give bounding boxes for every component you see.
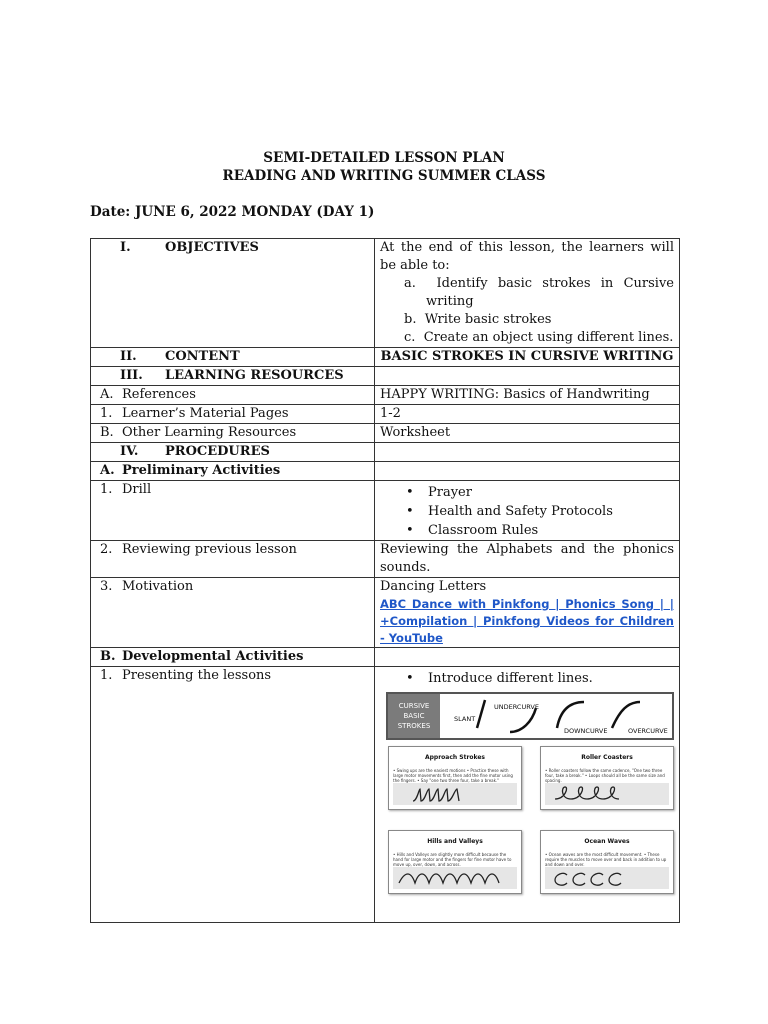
content-value: BASIC STROKES IN CURSIVE WRITING [375, 348, 680, 367]
objective-item: a. Identify basic strokes in Cursive writing [404, 276, 675, 309]
row-label: Developmental Activities [122, 649, 304, 664]
section-heading: LEARNING RESOURCES [165, 368, 344, 383]
drill-list [380, 481, 674, 540]
developmental-row: B. Developmental Activities [91, 648, 680, 667]
procedures-row: IV. PROCEDURES [91, 443, 680, 462]
ocean-waves-sample-icon [545, 867, 669, 889]
row-label: Other Learning Resources [122, 425, 297, 440]
strokes-banner [386, 692, 674, 740]
list-item: • Introduce different lines. [380, 669, 674, 688]
banner-title: CURSIVE BASIC STROKES [388, 694, 440, 738]
row-label: Learner’s Material Pages [122, 406, 289, 421]
section-heading: PROCEDURES [165, 444, 270, 459]
undercurve-stroke-icon [508, 706, 538, 734]
approach-strokes-sample-icon [393, 783, 517, 805]
stroke-card: Ocean Waves • Ocean waves are the most difficult movement. • These require the muscles to move over and back in addition to up and down and over. [540, 830, 674, 894]
references-value: HAPPY WRITING: Basics of Handwriting [375, 386, 680, 405]
hills-valleys-sample-icon [393, 867, 517, 889]
content-row: II. CONTENT BASIC STROKES IN CURSIVE WRITING [91, 348, 680, 367]
objective-item: c. Create an object using different lines. [404, 330, 674, 345]
row-label: Reviewing previous lesson [122, 542, 297, 557]
objective-item: b. Write basic strokes [404, 312, 552, 327]
section-heading: CONTENT [165, 349, 240, 364]
section-heading: OBJECTIVES [165, 240, 259, 255]
stroke-label: OVERCURVE [628, 727, 668, 735]
references-row: A. References HAPPY WRITING: Basics of Handwriting [91, 386, 680, 405]
presenting-list [380, 667, 674, 688]
row-label: Drill [122, 482, 152, 497]
drill-row: 1. Drill • Prayer • Health and Safety Protocols • Classroom Rules [91, 481, 680, 541]
stroke-card: Roller Coasters • Roller coasters follow the same cadence, "One two three four, take a break." • Loops should all be the same size and spacing. [540, 746, 674, 810]
roller-coasters-sample-icon [545, 783, 669, 805]
motivation-value: Dancing Letters [380, 579, 487, 594]
stroke-card: Approach Strokes • Swing ups are the easiest motions • Practice these with large motor movements first, then add the fine motor using the fingers. • Say "one two three four, take a break." [388, 746, 522, 810]
resources-row: III. LEARNING RESOURCES [91, 367, 680, 386]
section-number: I. [120, 240, 131, 255]
stroke-card: Hills and Valleys • Hills and Valleys are slightly more difficult because the hand for large motor and the fingers for fine motor have to move up, over, down, and across. [388, 830, 522, 894]
page-title: SEMI-DETAILED LESSON PLAN [263, 150, 505, 166]
youtube-link[interactable]: ABC Dance with Pinkfong | Phonics Song | | +Compilation | Pinkfong Videos for Children - YouTube [380, 597, 674, 645]
stroke-label: DOWNCURVE [564, 727, 608, 735]
review-row: 2. Reviewing previous lesson Reviewing the Alphabets and the phonics sounds. [91, 541, 680, 578]
list-item: • Health and Safety Protocols [380, 502, 674, 521]
objectives-intro: At the end of this lesson, the learners will be able to: [380, 240, 674, 273]
stroke-label: UNDERCURVE [494, 703, 539, 711]
objectives-row [91, 239, 680, 348]
other-resources-value: Worksheet [375, 424, 680, 443]
row-label: Motivation [122, 579, 194, 594]
motivation-row: 3. Motivation Dancing Letters ABC Dance with Pinkfong | Phonics Song | | +Compilation | Pinkfong Videos for Children - YouTube [91, 578, 680, 648]
other-resources-row: B. Other Learning Resources Worksheet [91, 424, 680, 443]
preliminary-row: A. Preliminary Activities [91, 462, 680, 481]
presenting-row: 1. Presenting the lessons • Introduce different lines. CURSIVE BASIC STROKES SLANT UNDERCURVE DOWNCURVE OVERCURVE Approach Strokes • Swing ups are the easiest motions • Practice these with large motor movements first, then add the fine motor using the fingers. • Say "one two three four, take a break." Roller Coasters • Roller coasters follow the same cadence, "One two three four, take a break." • Loops should all be the same size and spacing. Hills and Valleys • Hills and Valleys are slightly more difficult because the hand for large motor and the fingers for fine motor have to move up, over, down, and across. Ocean Waves • Ocean waves are the most difficult movement. • These require the muscles to move over and back in addition to up and down and over. [91, 667, 680, 923]
row-label: Presenting the lessons [122, 668, 272, 683]
row-label: References [122, 387, 196, 402]
lesson-date: Date: JUNE 6, 2022 MONDAY (DAY 1) [90, 204, 375, 220]
slant-stroke-icon [474, 698, 488, 730]
list-item: • Classroom Rules [380, 521, 674, 540]
list-item: • Prayer [380, 483, 674, 502]
row-label: Preliminary Activities [122, 463, 281, 478]
page-subtitle: READING AND WRITING SUMMER CLASS [222, 168, 546, 184]
objectives-list [380, 275, 674, 347]
cursive-strokes-figure [380, 688, 674, 922]
stroke-label: SLANT [454, 715, 476, 723]
lesson-plan-table [90, 238, 680, 923]
materials-row: 1. Learner’s Material Pages 1-2 [91, 405, 680, 424]
materials-value: 1-2 [375, 405, 680, 424]
review-value: Reviewing the Alphabets and the phonics sounds. [375, 541, 680, 578]
